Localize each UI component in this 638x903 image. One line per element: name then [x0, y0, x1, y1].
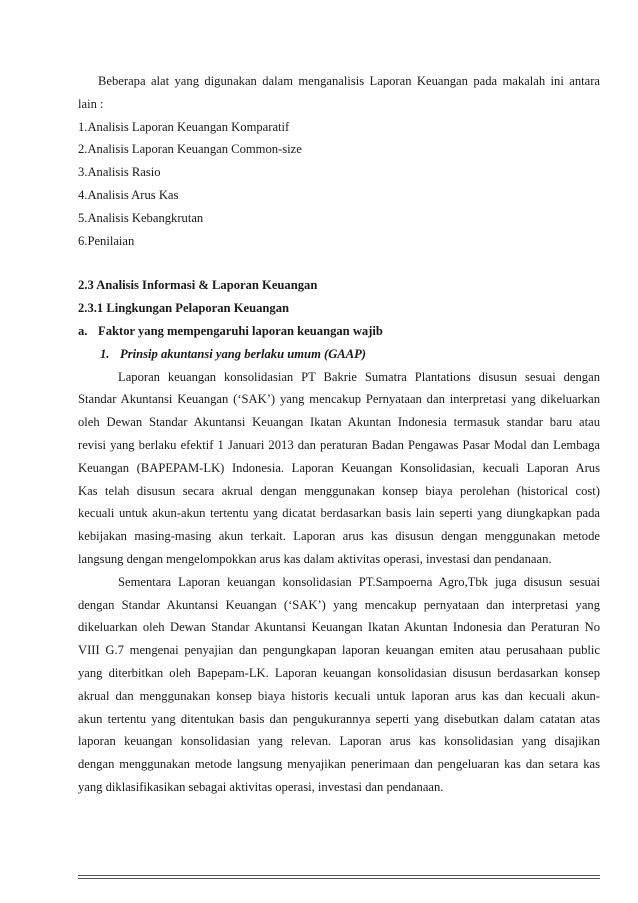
intro-line-2: lain : — [78, 96, 104, 111]
footer-divider-bottom — [78, 878, 600, 879]
paragraph-line: revisi yang berlaku efektif 1 Januari 2013 dan peraturan Badan Pengawas Pasar Modal dan Lembaga — [78, 437, 600, 452]
list-item: 6.Penilaian — [78, 233, 135, 248]
paragraph-line: kecuali untuk akun-akun tertentu yang dicatat berdasarkan basis lain seperti yang diungkapkan pada — [78, 506, 600, 521]
paragraph-line: yang diklasifikasikan sebagai aktivitas operasi, investasi dan pendanaan. — [78, 779, 444, 794]
paragraph-line: langsung dengan mengelompokkan arus kas dalam aktivitas operasi, investasi dan pendanaan. — [78, 551, 552, 566]
paragraph-line: akrual dan menggunakan konsep biaya historis kecuali untuk laporan arus kas dan kecuali akun- — [78, 688, 600, 703]
point-1-text: Prinsip akuntansi yang berlaku umum (GAAP) — [120, 346, 366, 361]
document-page — [78, 70, 600, 799]
paragraph-line: oleh Dewan Standar Akuntansi Keuangan Ikatan Akuntan Indonesia termasuk standar baru atau — [78, 415, 600, 430]
paragraph-line: Kas telah disusun secara akrual dengan menggunakan konsep biaya perolehan (historical cost) — [78, 483, 600, 498]
paragraph-line: dengan Standar Akuntansi Keuangan (‘SAK’) yang mencakup pernyataan dan interpretasi yang — [78, 597, 600, 612]
point-a-marker: a. — [78, 323, 88, 338]
subsection-heading: 2.3.1 Lingkungan Pelaporan Keuangan — [78, 301, 290, 316]
spacer — [78, 252, 600, 274]
list-item: 5.Analisis Kebangkrutan — [78, 210, 204, 225]
section-heading: 2.3 Analisis Informasi & Laporan Keuangan — [78, 278, 318, 293]
tools-list — [78, 116, 600, 253]
paragraph-line: VIII G.7 mengenai penyajian dan pengungkapan laporan keuangan emiten atau perusahaan public — [78, 643, 600, 658]
intro-line-1: Beberapa alat yang digunakan dalam menganalisis Laporan Keuangan pada makalah ini antara — [98, 74, 600, 88]
point-1-marker: 1. — [100, 346, 110, 361]
footer-rule — [78, 875, 600, 879]
point-a — [78, 320, 600, 343]
paragraph-1 — [78, 366, 600, 571]
paragraph-line: yang diterbitkan oleh Bapepam-LK. Laporan keuangan konsolidasian disusun berdasarkan konsep — [78, 665, 600, 680]
list-item: 2.Analisis Laporan Keuangan Common-size — [78, 142, 302, 157]
paragraph-line: akun tertentu yang ditentukan basis dan pengukurannya seperti yang disebutkan dalam catatan atas — [78, 711, 600, 726]
paragraph-line: Keuangan (BAPEPAM-LK) Indonesia. Laporan Keuangan Konsolidasian, kecuali Laporan Arus — [78, 460, 600, 475]
paragraph-line: kebijakan masing-masing akun terkait. Laporan arus kas disusun dengan menggunakan metode — [78, 529, 600, 544]
point-1 — [78, 343, 600, 366]
paragraph-line: Sementara Laporan keuangan konsolidasian PT.Sampoerna Agro,Tbk juga disusun sesuai — [118, 574, 600, 589]
paragraph-line: laporan keuangan konsolidasian yang relevan. Laporan arus kas konsolidasian yang disajikan — [78, 734, 600, 749]
paragraph-2 — [78, 571, 600, 799]
point-a-text: Faktor yang mempengaruhi laporan keuangan wajib — [98, 323, 383, 338]
paragraph-line: dikeluarkan oleh Dewan Standar Akuntansi Keuangan Ikatan Akuntan Indonesia dan Peraturan No — [78, 620, 600, 635]
list-item: 4.Analisis Arus Kas — [78, 187, 179, 202]
paragraph-line: dengan menggunakan metode langsung menyajikan penerimaan dan pengeluaran kas dan setara kas — [78, 757, 600, 772]
list-item: 3.Analisis Rasio — [78, 165, 161, 180]
paragraph-line: Laporan keuangan konsolidasian PT Bakrie Sumatra Plantations disusun sesuai dengan — [118, 369, 600, 384]
paragraph-line: Standar Akuntansi Keuangan (‘SAK’) yang mencakup Pernyataan dan interpretasi yang dikeluarkan — [78, 392, 600, 407]
list-item: 1.Analisis Laporan Keuangan Komparatif — [78, 119, 290, 134]
